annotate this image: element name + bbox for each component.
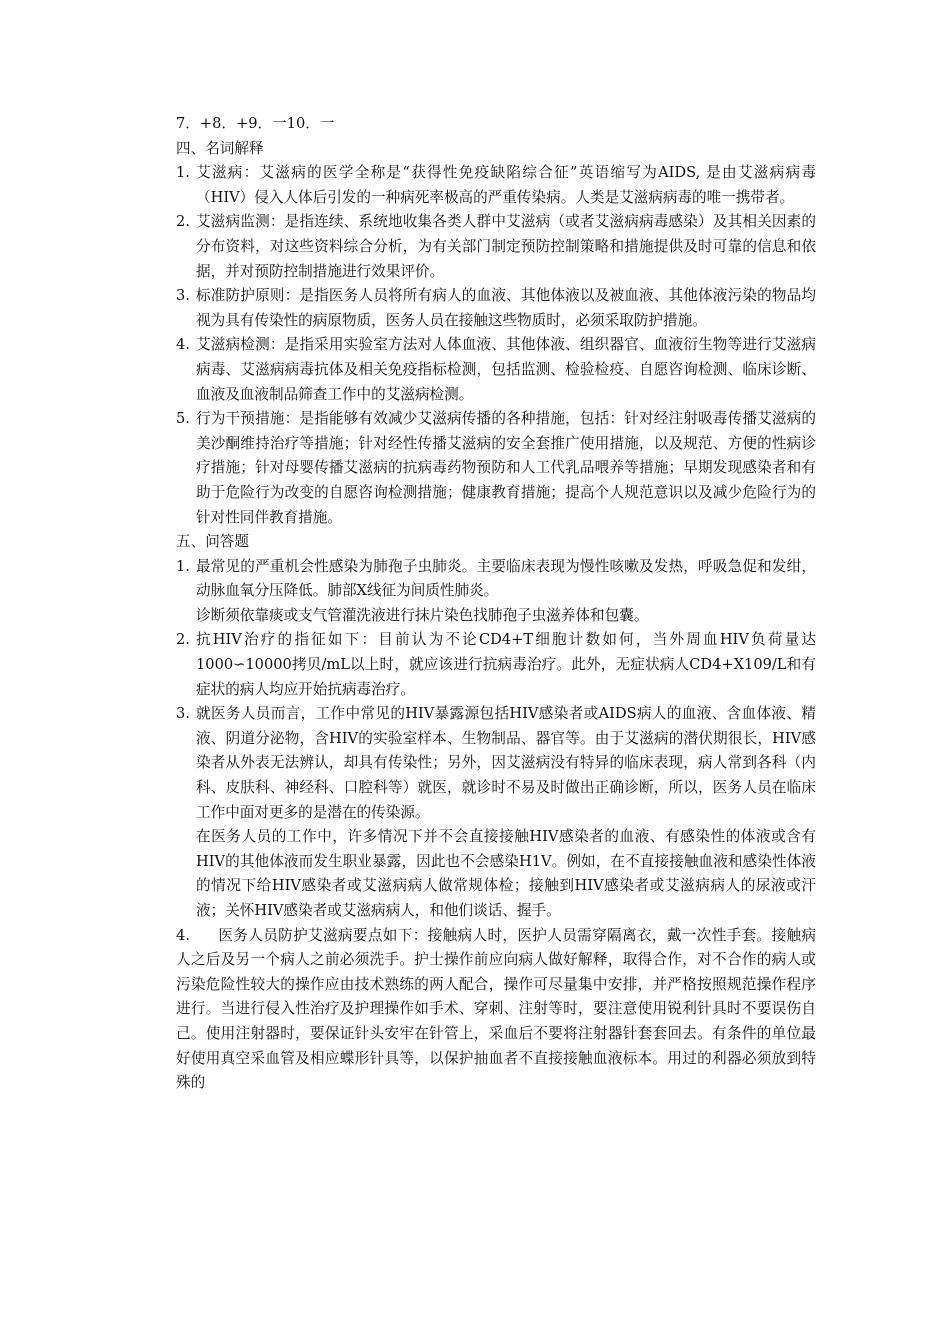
item-text: 抗HIV治疗的指征如下：目前认为不论CD4+T细胞计数如何，当外周血HIV负荷量达1000∽10000拷贝/mL以上时，就应该进行抗病毒治疗。此外，无症状病人CD4+X109/L和有症状的病人均应开始抗病毒治疗。 [196,631,816,698]
item-text: 医务人员防护艾滋病要点如下：接触病人时，医护人员需穿隔离衣，戴一次性手套。接触病人之后及另一个病人之前必须洗手。护士操作前应向病人做好解释，取得合作，对不合作的病人或污染危险性较大的操作应由技术熟练的两人配合，操作可尽量集中安排，并严格按照规范操作程序进行。当进行侵入性治疗及护理操作如手术、穿刺、注射等时，要注意使用锐利针具时不要误伤自己。使用注射器时，要保证针头安牢在针管上，采血后不要将注射器针套套回去。有条件的单位最好使用真空采血管及相应蝶形针具等，以保护抽血者不直接接触血液标本。用过的利器必须放到特殊的 [176,926,816,1092]
item-number: 4. [176,926,190,944]
item-text: 行为干预措施：是指能够有效减少艾滋病传播的各种措施，包括：针对经注射吸毒传播艾滋病的美沙酮维持治疗等措施；针对经性传播艾滋病的安全套推广使用措施，以及规范、方便的性病诊疗措施；针对母婴传播艾滋病的抗病毒药物预防和人工代乳品喂养等措施；早期发现感染者和有助于危险行为改变的自愿咨询检测措施；健康教育措施；提高个人规范意识以及减少危险行为的针对性同伴教育措施。 [196,410,816,526]
item-text: 艾滋病监测：是指连续、系统地收集各类人群中艾滋病（或者艾滋病病毒感染）及其相关因素的分布资料，对这些资料综合分析，为有关部门制定预防控制策略和措施提供及时可靠的信息和依据，并对预防控制措施进行效果评价。 [196,213,816,280]
item-number: 5. [176,410,190,428]
answer-item-3-continuation: 在医务人员的工作中，许多情况下并不会直接接触HIV感染者的血液、有感染性的体液或含有HIV的其他体液而发生职业暴露，因此也不会感染H1V。例如，在不直接接触血液和感染性体液的情况下给HIV感染者或艾滋病病人做常规体检；接触到HIV感染者或艾滋病病人的尿液或汗液；关怀HIV感染者或艾滋病病人，和他们谈话、握手。 [196,828,816,919]
item-number: 2. [176,213,190,231]
document-body [176,112,816,1096]
section-heading-questions: 五、问答题 [176,533,249,551]
answer-item-2 [176,628,816,702]
answer-item-4 [176,924,816,1096]
item-number: 1. [176,164,190,182]
item-number: 4. [176,336,190,354]
glossary-item-intervention [176,407,816,530]
item-text: 标准防护原则：是指医务人员将所有病人的血液、其他体液以及被血液、其他体液污染的物品均视为具有传染性的病原物质，医务人员在接触这些物质时，必须采取防护措施。 [196,287,816,329]
answer-item-1-continuation: 诊断须依靠痰或支气管灌洗液进行抹片染色找肺孢子虫滋养体和包囊。 [196,606,649,624]
glossary-item-aids [176,161,816,210]
glossary-item-monitoring [176,210,816,284]
section-heading-glossary: 四、名词解释 [176,139,264,157]
answer-item-1 [176,555,816,604]
item-number: 2. [176,631,190,649]
item-number: 1. [176,557,190,575]
item-text: 最常见的严重机会性感染为肺孢子虫肺炎。主要临床表现为慢性咳嗽及发热，呼吸急促和发绀，动脉血氧分压降低。肺部X线征为间质性肺炎。 [196,557,816,600]
glossary-item-standard-protection [176,284,816,333]
answer-item-3 [176,702,816,825]
item-text: 艾滋病检测：是指采用实验室方法对人体血液、其他体液、组织器官、血液衍生物等进行艾滋病病毒、艾滋病病毒抗体及相关免疫指标检测，包括监测、检验检疫、自愿咨询检测、临床诊断、血液及血液制品筛查工作中的艾滋病检测。 [196,336,816,403]
item-text: 艾滋病：艾滋病的医学全称是“获得性免疫缺陷综合征”英语缩写为AIDS, 是由艾滋病病毒（HIV）侵入人体后引发的一种病死率极高的严重传染病。人类是艾滋病病毒的唯一携带者。 [196,164,816,206]
glossary-item-testing [176,333,816,407]
item-text: 就医务人员而言，工作中常见的HIV暴露源包括HIV感染者或AIDS病人的血液、含血体液、精液、阴道分泌物，含HIV的实验室样本、生物制品、器官等。由于艾滋病的潜伏期很长，HIV感染者从外表无法辨认，却具有传染性；另外，因艾滋病没有特异的临床表现，病人常到各科（内科、皮肤科、神经科、口腔科等）就医，就诊时不易及时做出正确诊断，所以，医务人员在临床工作中面对更多的是潜在的传染源。 [196,705,816,821]
item-number: 3. [176,705,190,723]
item-number: 3. [176,287,190,305]
answers-line: 7．+8．+9．一10．一 [176,115,335,132]
